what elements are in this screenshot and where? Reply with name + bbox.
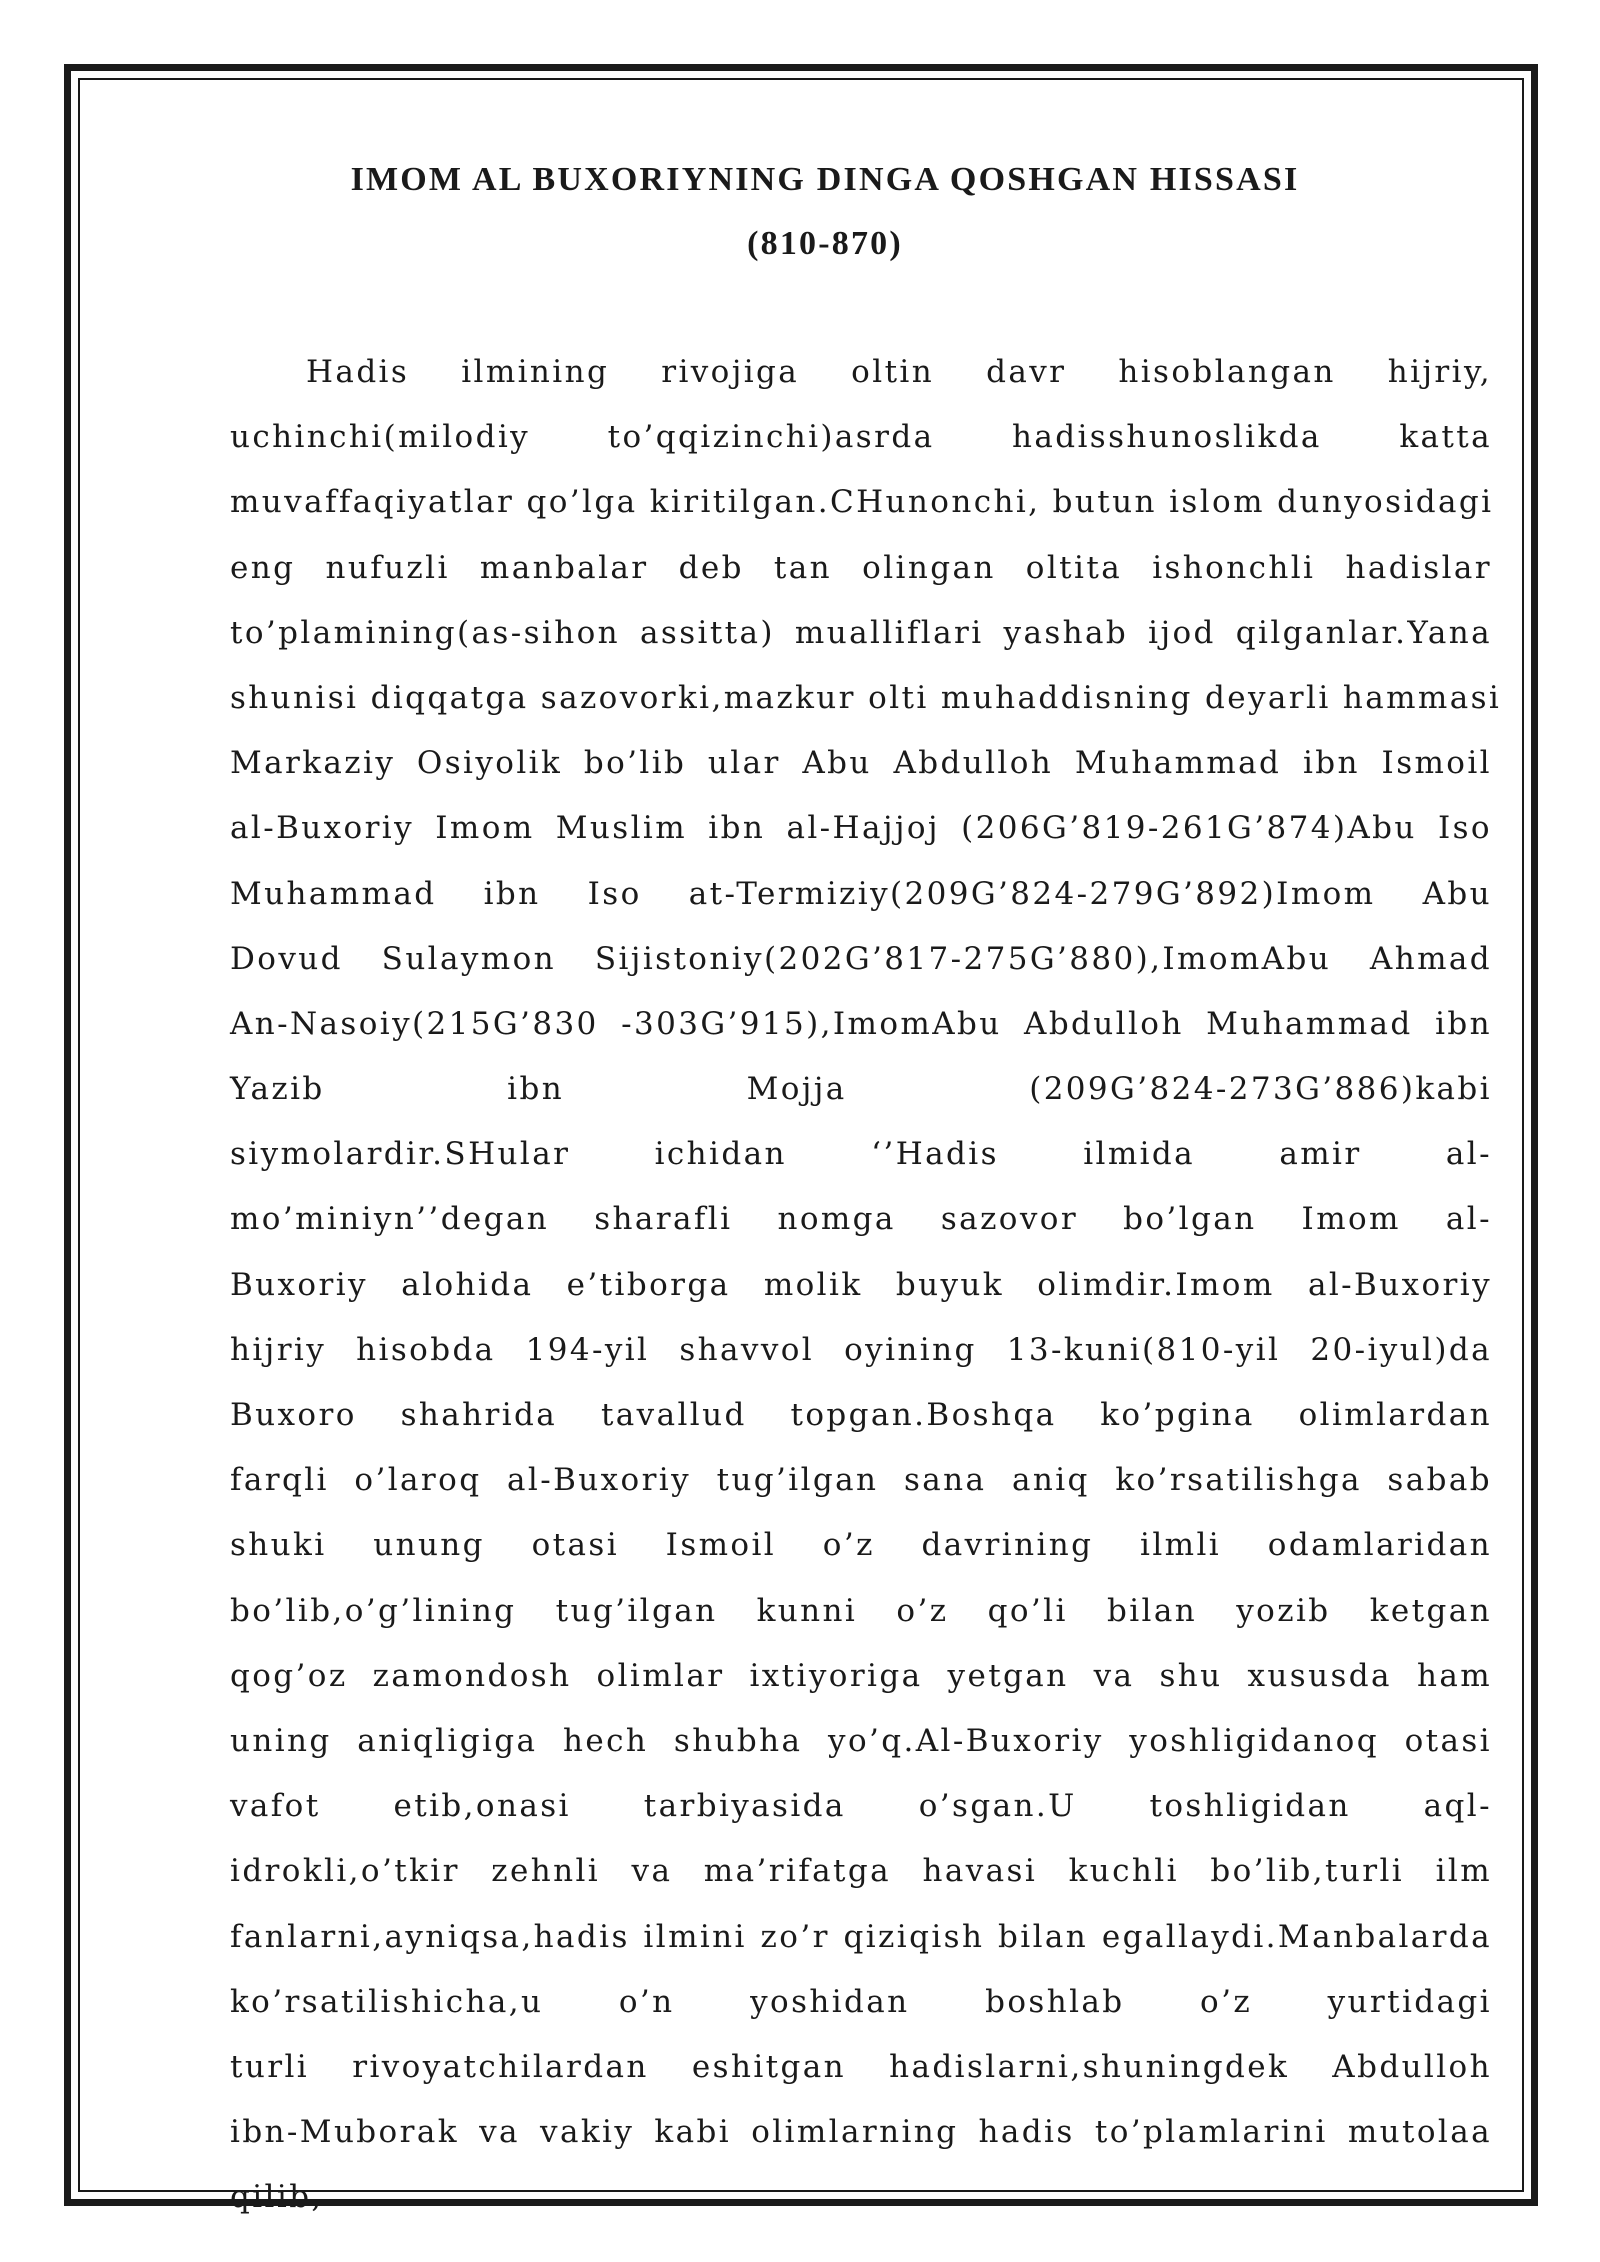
text-line: siymolardir.SHular ichidan ‘’Hadis ilmida amir al- xyxy=(230,1136,1492,1173)
text-line: Muhammad ibn Iso at-Termiziy(209G’824-279G’892)Imom Abu xyxy=(230,875,1492,912)
text-line: fanlarni,ayniqsa,hadis ilmini zo’r qiziqish bilan egallaydi.Manbalarda xyxy=(230,1918,1492,1955)
text-line: turli rivoyatchilardan eshitgan hadislarni,shuningdek Abdulloh xyxy=(230,2048,1492,2085)
text-line: to’plamining(as-sihon assitta) mualliflari yashab ijod qilganlar.Yana xyxy=(230,614,1492,651)
text-line: Yazib ibn Mojja (209G’824-273G’886)kabi xyxy=(230,1071,1492,1108)
text-line: farqli o’laroq al-Buxoriy tug’ilgan sana aniq ko’rsatilishga sabab xyxy=(230,1462,1492,1499)
text-line: idrokli,o’tkir zehnli va ma’rifatga havasi kuchli bo’lib,turli ilm xyxy=(230,1853,1492,1890)
body-paragraph xyxy=(230,340,1502,2230)
text-line: muvaffaqiyatlar qo’lga kiritilgan.CHunonchi, butun islom dunyosidagi xyxy=(230,484,1494,521)
text-line: qog’oz zamondosh olimlar ixtiyoriga yetgan va shu xususda ham xyxy=(230,1657,1492,1694)
text-line: Buxoro shahrida tavallud topgan.Boshqa ko’pgina olimlardan xyxy=(230,1397,1492,1433)
title-line-1: IMOM AL BUXORIYNING DINGA QOSHGAN HISSASI xyxy=(350,161,1300,198)
text-line: uchinchi(milodiy to’qqizinchi)asrda hadisshunoslikda katta xyxy=(230,419,1492,456)
text-line: shuki unung otasi Ismoil o’z davrining ilmli odamlaridan xyxy=(230,1527,1492,1564)
text-line: shunisi diqqatga sazovorki,mazkur olti muhaddisning deyarli hammasi xyxy=(230,679,1502,716)
text-line: bo’lib,o’g’lining tug’ilgan kunni o’z qo’li bilan yozib ketgan xyxy=(230,1592,1492,1629)
text-line: ibn-Muborak va vakiy kabi olimlarning hadis to’plamlarini mutolaa xyxy=(230,2114,1492,2151)
text-line: An-Nasoiy(215G’830 -303G’915),ImomAbu Abdulloh Muhammad ibn xyxy=(230,1005,1492,1042)
document-title xyxy=(230,148,1420,276)
text-line: mo’miniyn’’degan sharafli nomga sazovor bo’lgan Imom al- xyxy=(230,1201,1492,1238)
text-line: al-Buxoriy Imom Muslim ibn al-Hajjoj (206G’819-261G’874)Abu Iso xyxy=(230,810,1492,847)
text-line: Buxoriy alohida e’tiborga molik buyuk olimdir.Imom al-Buxoriy xyxy=(230,1266,1492,1303)
text-line: eng nufuzli manbalar deb tan olingan oltita ishonchli hadislar xyxy=(230,549,1492,586)
text-line: qilib, xyxy=(230,2179,324,2216)
text-line: ko’rsatilishicha,u o’n yoshidan boshlab o’z yurtidagi xyxy=(230,1983,1492,2020)
title-line-2: (810-870) xyxy=(747,225,903,262)
text-line: Hadis ilmining rivojiga oltin davr hisoblangan hijriy, xyxy=(306,354,1492,390)
text-line: vafot etib,onasi tarbiyasida o’sgan.U toshligidan aql- xyxy=(230,1788,1492,1825)
text-line: Dovud Sulaymon Sijistoniy(202G’817-275G’880),ImomAbu Ahmad xyxy=(230,940,1492,977)
text-line: uning aniqligiga hech shubha yo’q.Al-Buxoriy yoshligidanoq otasi xyxy=(230,1722,1492,1759)
text-line: Markaziy Osiyolik bo’lib ular Abu Abdulloh Muhammad ibn Ismoil xyxy=(230,745,1492,782)
text-line: hijriy hisobda 194-yil shavvol oyining 13-kuni(810-yil 20-iyul)da xyxy=(230,1331,1492,1368)
